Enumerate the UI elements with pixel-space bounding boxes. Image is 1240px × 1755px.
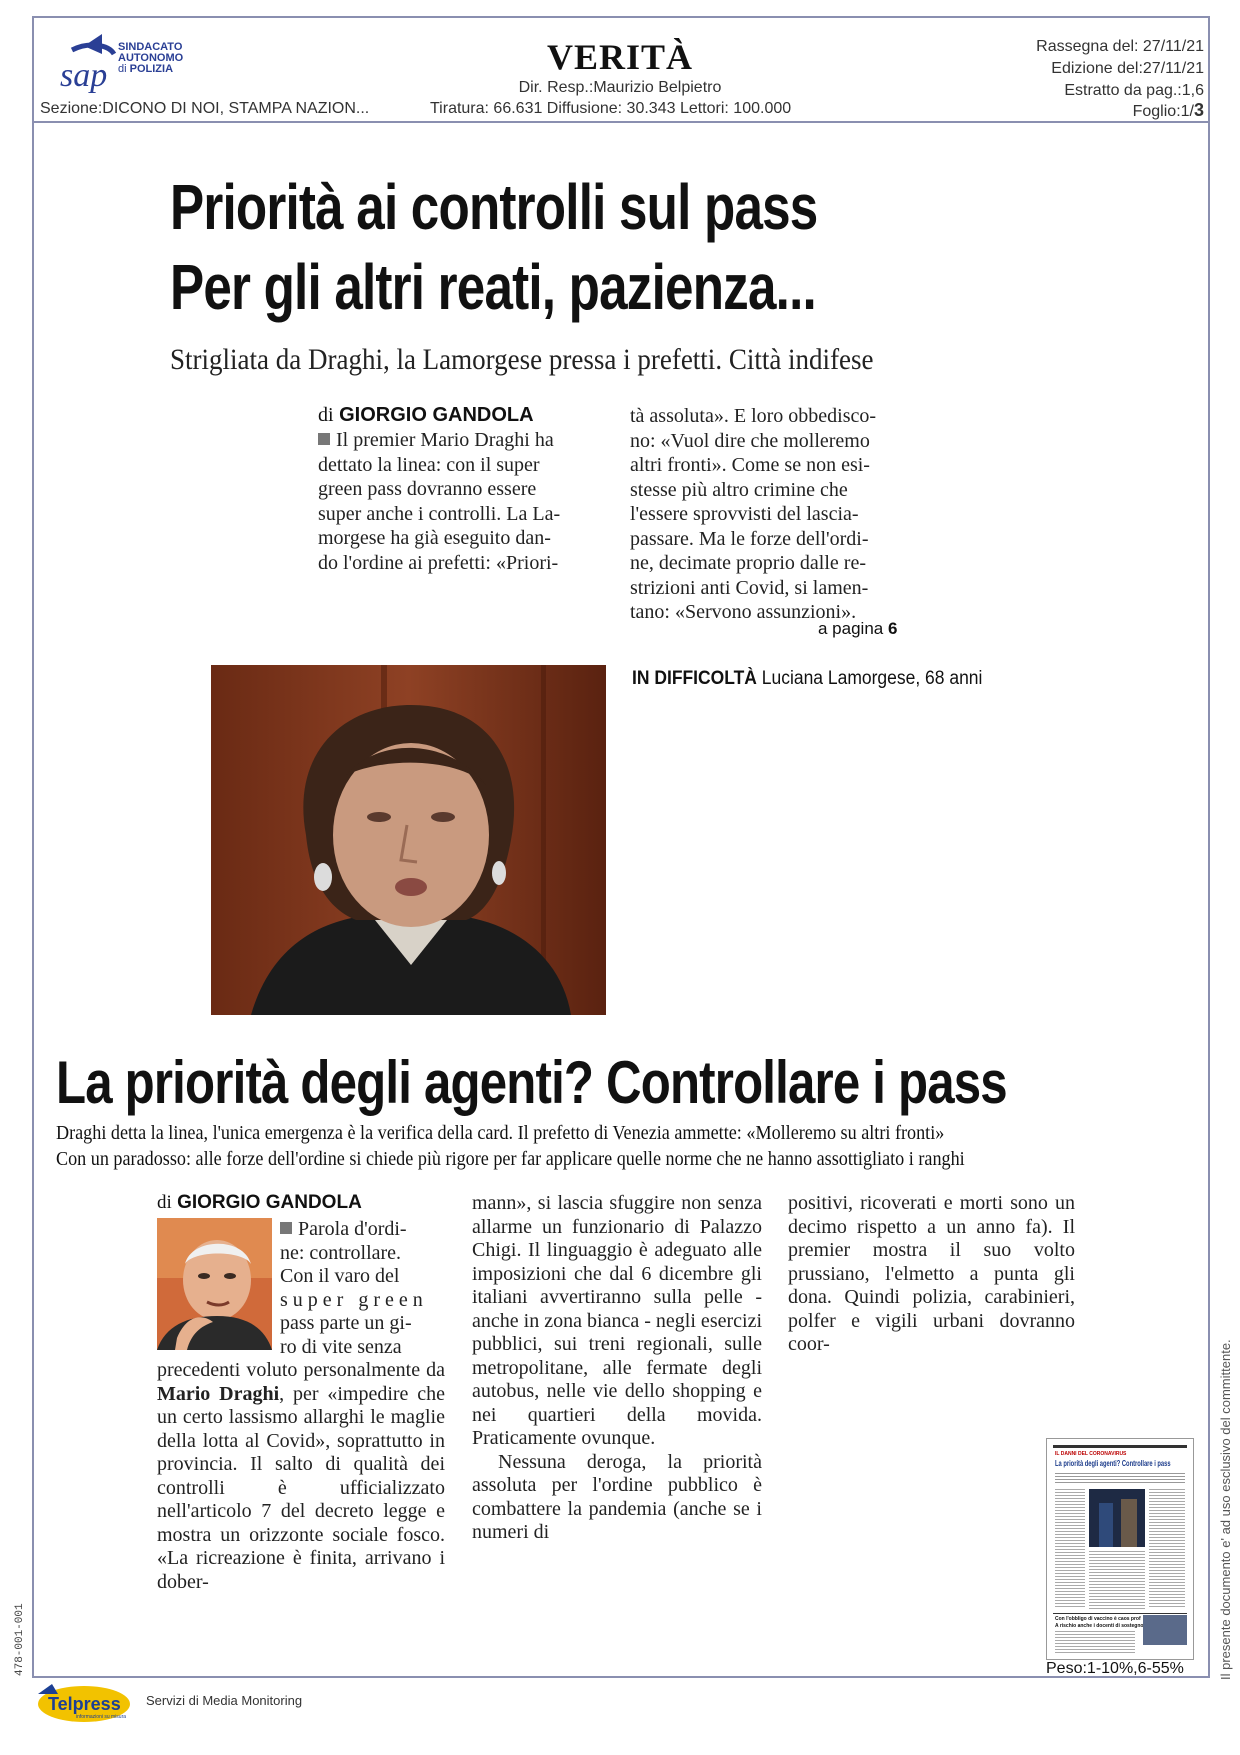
inner-col2-paragraph-1: mann», si lascia sfuggire non senza allarme un funzionario di Palazzo Chigi. Il linguaggio è adeguato alle imposizioni che dal 6 dicembre gli italiani avvertiranno sulla pelle - anche in zona bianca - negli esercizi pubblici, sui treni regionali, sulle metropolitane, alle fermate degli autobus, nelle vie dello shopping e nei quartieri della movida. Praticamente ovunque. <box>472 1192 762 1449</box>
inner-column-2 <box>472 1192 762 1545</box>
footer-service: Servizi di Media Monitoring <box>146 1693 303 1708</box>
front-col1-line: green pass dovranno essere <box>318 478 537 500</box>
rassegna-date: Rassegna del: 27/11/21 <box>1036 38 1204 55</box>
bullet-square-icon <box>318 433 330 445</box>
thumbnail-bottom-sub: A rischio anche i docenti di sostegno <box>1055 1623 1144 1629</box>
front-col1-line: super anche i controlli. La La- <box>318 502 561 525</box>
front-headline-1: Priorità ai controlli sul pass <box>170 171 818 243</box>
edition-meta <box>1036 36 1204 102</box>
bullet-square-icon <box>280 1222 292 1234</box>
front-col2-line: no: «Vuol dire che molleremo <box>630 429 870 452</box>
front-column-1 <box>318 428 598 575</box>
thumbnail-kicker: IL DANNI DEL CORONAVIRUS <box>1055 1451 1127 1457</box>
draghi-portrait <box>157 1218 272 1350</box>
inner-column-3 <box>788 1192 1075 1357</box>
edizione-date: Edizione del:27/11/21 <box>1051 60 1204 77</box>
publication-name: VERITÀ <box>546 37 694 77</box>
inner-column-1-top <box>280 1218 445 1359</box>
front-subheadline: Strigliata da Draghi, la Lamorgese pressa i prefetti. Città indifese <box>170 343 874 376</box>
front-col2-line: ne, decimate proprio dalle re- <box>630 552 866 574</box>
inner-deck-1: Draghi detta la linea, l'unica emergenza è la verifica della card. Il prefetto di Venezia ammette: «Molleremo su altri fronti» <box>56 1123 945 1144</box>
inner-col1-line: pass parte un gi- <box>280 1312 412 1334</box>
estratto-pages: Estratto da pag.:1,6 <box>1064 82 1204 99</box>
inner-deck-2: Con un paradosso: alle forze dell'ordine si chiede più rigore per far applicare quelle norme che ne hanno assottigliato i ranghi <box>56 1149 965 1170</box>
front-col2-line: tano: «Servono assunzioni». <box>630 601 857 623</box>
front-col2-line: strizioni anti Covid, si lamen- <box>630 576 869 599</box>
inner-col2-paragraph-2: Nessuna deroga, la priorità assoluta per l'ordine pubblico è combattere la pandemia (anche se i numeri di <box>472 1450 762 1543</box>
inner-headline: La priorità degli agenti? Controllare i pass <box>56 1049 1007 1116</box>
telpress-logo <box>34 1680 134 1724</box>
inner-col1-line: ne: controllare. <box>280 1241 402 1264</box>
thumbnail-bottom-title: Con l'obbligo di vaccino è caos prof <box>1055 1616 1141 1622</box>
inner-col1-line: ro di vite senza <box>280 1335 402 1358</box>
inner-column-1 <box>157 1359 445 1594</box>
lamorgese-photo <box>211 665 606 1015</box>
foglio: Foglio:1/3 <box>1132 100 1204 120</box>
inner-col1-line: Con il varo del <box>280 1265 400 1287</box>
peso: Peso:1-10%,6-55% <box>1046 1660 1184 1677</box>
front-headline-2: Per gli altri reati, pazienza... <box>170 251 816 323</box>
front-col1-line: do l'ordine ai prefetti: «Priori- <box>318 551 559 574</box>
sap-line-1: SINDACATO <box>118 41 183 53</box>
continued-on-page: a pagina 6 <box>818 619 898 638</box>
svg-text:informazioni su misura: informazioni su misura <box>76 1714 127 1720</box>
thumbnail-title: La priorità degli agenti? Controllare i pass <box>1055 1459 1171 1468</box>
photo-caption: IN DIFFICOLTÀ Luciana Lamorgese, 68 anni <box>632 668 983 689</box>
inner-col3-paragraph: positivi, ricoverati e morti sono un decimo rispetto a un anno fa). Il premier mostra il suo volto prussiano, l'elmetto a punta gli dona. Quindi polizia, carabinieri, polfer e vigili urbani dovranno coor- <box>788 1192 1075 1355</box>
sezione: Sezione:DICONO DI NOI, STAMPA NAZION... <box>40 100 370 117</box>
document-code: 478-001-001 <box>14 1603 26 1676</box>
header-divider <box>32 121 1210 123</box>
usage-note: Il presente documento e' ad uso esclusivo del committente. <box>1218 1339 1233 1680</box>
inner-col1-line: super green <box>280 1288 428 1311</box>
sap-line-2: AUTONOMO <box>118 52 184 64</box>
front-col2-line: tà assoluta». E loro obbedisco- <box>630 405 877 427</box>
sap-logo <box>58 28 198 94</box>
inner-col1-line: Parola d'ordi- <box>280 1218 445 1242</box>
front-col1-line: Il premier Mario Draghi ha <box>318 428 598 453</box>
page-thumbnail <box>1046 1438 1194 1660</box>
front-byline: di GIORGIO GANDOLA <box>318 404 534 426</box>
inner-col1-paragraph: precedenti voluto personalmente da Mario Draghi, per «impedire che un certo lassismo allarghi le maglie della lotta al Covid», soprattutto in provincia. Il salto di qualità dei controlli è ufficializzato nell'articolo 7 del decreto legge e mostra un orizzonte sociale fosco. «La ricreazione è finita, arrivano i dober- <box>157 1359 445 1593</box>
front-col1-line: dettato la linea: con il super <box>318 453 540 476</box>
front-col1-line: morgese ha già eseguito dan- <box>318 527 551 549</box>
director: Dir. Resp.:Maurizio Belpietro <box>518 79 722 96</box>
front-col2-line: passare. Ma le forze dell'ordi- <box>630 527 869 550</box>
tiratura: Tiratura: 66.631 Diffusione: 30.343 Lettori: 100.000 <box>430 100 792 117</box>
svg-text:sap: sap <box>60 57 108 94</box>
front-column-2 <box>630 404 910 625</box>
svg-text:Telpress: Telpress <box>48 1694 121 1714</box>
front-col2-line: stesse più altro crimine che <box>630 478 848 501</box>
sap-line-3: di POLIZIA <box>118 63 174 75</box>
inner-byline: di GIORGIO GANDOLA <box>157 1192 362 1213</box>
front-col2-line: l'essere sprovvisti del lascia- <box>630 503 859 525</box>
front-col2-line: altri fronti». Come se non esi- <box>630 454 870 476</box>
